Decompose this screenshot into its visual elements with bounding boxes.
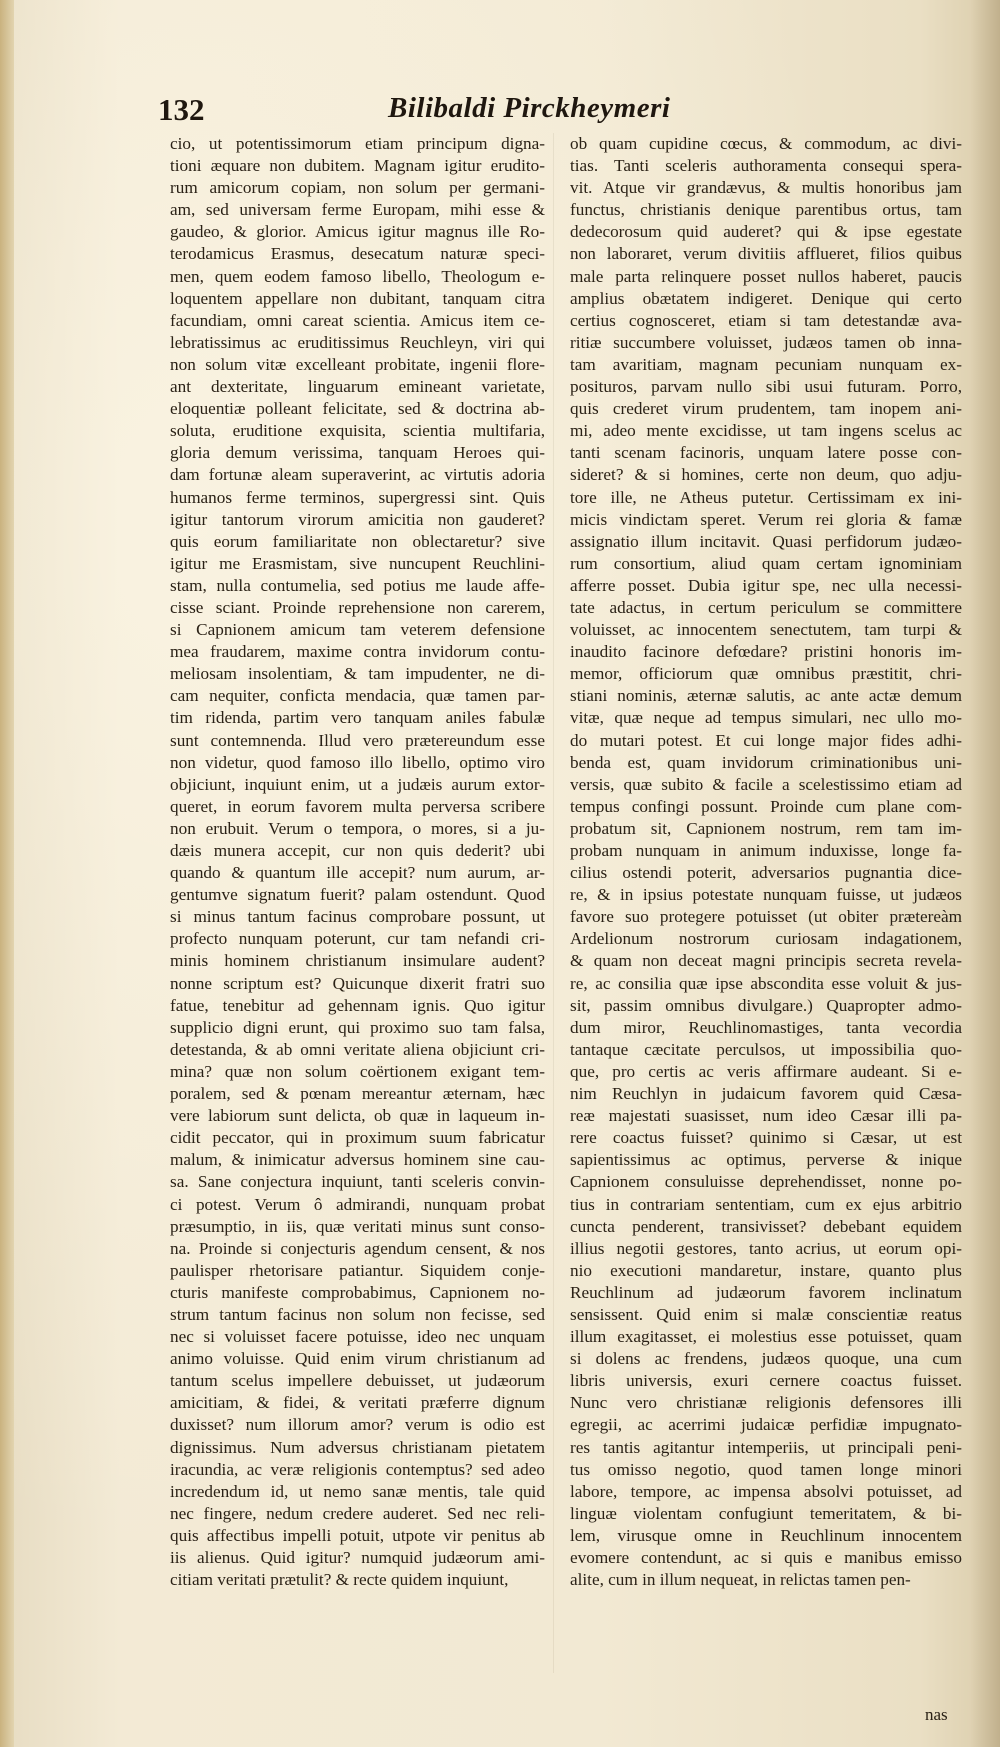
text-line: cuncta penderent, transivisset? debebant equidem xyxy=(570,1216,962,1236)
page-number: 132 xyxy=(158,92,205,127)
text-line: non videtur, quod famoso illo libello, optimo viro xyxy=(170,752,545,772)
text-line: libris universis, exuri cernere coactus fuisset. xyxy=(570,1371,962,1391)
text-line: tempus confingi possunt. Proinde cum plane com- xyxy=(570,796,962,816)
page-edge xyxy=(0,0,14,1747)
text-line: igitur me Erasmistam, sive nuncupent Reuchlini- xyxy=(170,553,545,573)
text-line: minis hominem christianum insimulare audent? xyxy=(170,951,545,971)
text-line: tam avaritiam, magnam pecuniam nunquam ex- xyxy=(570,354,962,374)
text-line: tias. Tanti sceleris authoramenta consequi spera- xyxy=(570,156,962,176)
text-line: cturis manifeste comprobabimus, Capnionem no- xyxy=(170,1282,545,1302)
text-line: que, pro certis ac veris affirmare audeant. Si e- xyxy=(570,1061,962,1081)
text-line: Nunc vero christianæ religionis defensores illi xyxy=(570,1393,962,1413)
text-line: nim Reuchlyn in judaicum favorem quid Cæsa- xyxy=(570,1084,962,1104)
text-line: res tantis agitantur intemperiis, ut principali peni- xyxy=(570,1437,962,1457)
text-line: mina? quæ non solum coërtionem exigant tem- xyxy=(170,1061,545,1081)
text-line: dum miror, Reuchlinomastiges, tanta vecordia xyxy=(570,1017,962,1037)
text-line: præsumptio, in iis, quæ veritati minus sunt conso- xyxy=(170,1216,545,1236)
text-line: am, sed universam ferme Europam, mihi esse & xyxy=(170,200,545,220)
text-line: quis affectibus impelli potuit, utpote vir penitus ab xyxy=(170,1525,545,1545)
text-line: loquentem appellare non dubitant, tanquam citra xyxy=(170,288,545,308)
text-line: cidit peccator, qui in proximum suum fabricatur xyxy=(170,1128,545,1148)
text-line: rere coactus fuisset? quinimo si Cæsar, ut est xyxy=(570,1128,962,1148)
text-line: ci potest. Verum ô admirandi, nunquam probat xyxy=(170,1194,545,1214)
text-line: versis, quæ subito & facile a scelestissimo etiam ad xyxy=(570,774,962,794)
text-line: tanti scenam facinoris, unquam latere posse con- xyxy=(570,443,962,463)
text-line: tore ille, ne Atheus putetur. Certissimam ex ini- xyxy=(570,487,962,507)
text-line: & quam non deceat magni principis secreta revela- xyxy=(570,951,962,971)
text-line: men, quem eodem famoso libello, Theologum e- xyxy=(170,266,545,286)
text-line: amplius obætatem indigeret. Denique qui certo xyxy=(570,288,962,308)
text-line: vitæ, quæ neque ad tempus simulari, nec ullo mo- xyxy=(570,708,962,728)
text-line: si minus tantum facinus comprobare possunt, ut xyxy=(170,907,545,927)
text-line: ant dexteritate, linguarum emineant varietate, xyxy=(170,377,545,397)
text-line: illum exagitasset, ei molestius esse potuisset, quam xyxy=(570,1327,962,1347)
right-text-column xyxy=(570,133,962,1591)
text-line: non solum vitæ excelleant probitate, ingenii flore- xyxy=(170,354,545,374)
text-line: gaudeo, & glorior. Amicus igitur magnus ille Ro- xyxy=(170,222,545,242)
text-line: profecto nunquam poterunt, cur tam nefandi cri- xyxy=(170,929,545,949)
text-line: probam nunquam in animum induxisse, longe fa- xyxy=(570,841,962,860)
text-line: tate adactus, in certum periculum se committere xyxy=(570,597,962,617)
text-line: Ardelionum nostrorum curiosam indagationem, xyxy=(570,929,962,949)
text-line: objiciunt, inquiunt enim, ut a judæis aurum extor- xyxy=(170,774,545,794)
text-line: tius in contrariam sententiam, cum ex ejus arbitrio xyxy=(570,1194,962,1214)
text-line: stiani nominis, æternæ salutis, ac ante actæ demum xyxy=(570,686,962,706)
text-line: sunt contemnenda. Illud vero prætereundum esse xyxy=(170,730,545,750)
text-line: voluisset, ac innocentem senectutem, tam turpi & xyxy=(570,620,962,640)
text-line: amicitiam, & fidei, & veritati præferre dignum xyxy=(170,1393,545,1413)
text-line: meliosam insolentiam, & tam impudenter, ne di- xyxy=(170,664,545,684)
text-line: incredendum id, ut nemo sanæ mentis, tale quid xyxy=(170,1481,545,1501)
text-line: male parta relinquere posset nullos haberet, paucis xyxy=(570,266,962,286)
text-line: mea fraudarem, maxime contra invidorum contu- xyxy=(170,642,545,662)
text-line: Reuchlinum ad judæorum favorem inclinatum xyxy=(570,1282,962,1302)
text-line: quis crederet virum prudentem, tam inopem ani- xyxy=(570,399,962,419)
text-line: poralem, sed & pœnam mereantur æternam, hæc xyxy=(170,1084,545,1104)
text-line: eloquentiæ polleant felicitate, sed & doctrina ab- xyxy=(170,399,545,419)
text-line: favore suo protegere potuisset (ut obiter prætereàm xyxy=(570,907,962,927)
text-line: dam fortunæ aleam superaverint, ac virtutis adoria xyxy=(170,465,545,485)
text-line: sit, passim omnibus divulgare.) Quapropter admo- xyxy=(570,995,962,1015)
text-line: probatum sit, Capnionem nostrum, rem tam im- xyxy=(570,818,962,838)
text-line: strum tantum facinus non solum non fecisse, sed xyxy=(170,1304,545,1324)
text-line: lem, virusque omne in Reuchlinum innocentem xyxy=(570,1525,962,1545)
text-line: nio executioni mandaretur, instare, quanto plus xyxy=(570,1260,962,1280)
text-line: egregii, ac acerrimi judaicæ perfidiæ impugnato- xyxy=(570,1415,962,1435)
text-line: non erubuit. Verum o tempora, o mores, si a ju- xyxy=(170,818,545,838)
text-line: mi, adeo mente excidisse, ut tam ingens scelus ac xyxy=(570,421,962,441)
text-line: illius negotii gestores, tanto acrius, ut eorum opi- xyxy=(570,1238,962,1258)
text-line: na. Proinde si conjecturis agendum censent, & nos xyxy=(170,1238,545,1258)
text-line: terodamicus Erasmus, desecatum naturæ speci- xyxy=(170,244,545,264)
text-line: supplicio digni erunt, qui proximo suo tam falsa, xyxy=(170,1017,545,1037)
text-line: detestanda, & ab omni veritate aliena objiciunt cri- xyxy=(170,1039,545,1059)
text-line: linguæ violentam confugiunt temeritatem, & bi- xyxy=(570,1503,962,1523)
text-line: micis vindictam speret. Verum rei gloria & famæ xyxy=(570,509,962,529)
text-line: citiam veritati prætulit? & recte quidem inquiunt, xyxy=(170,1570,509,1590)
text-line: ritiæ succumbere voluisset, judæos tamen ob inna- xyxy=(570,332,962,352)
text-line: vit. Atque vir grandævus, & multis honoribus jam xyxy=(570,178,962,198)
text-line: tioni æquare non dubitem. Magnam igitur erudito- xyxy=(170,156,545,176)
text-line: paulisper rhetorisare patiantur. Siquidem conje- xyxy=(170,1260,545,1280)
text-line: sensissent. Quid enim si malæ conscientiæ reatus xyxy=(570,1304,962,1324)
text-line: stam, nulla contumelia, sed potius me laude affe- xyxy=(170,575,545,595)
text-line: functus, christianis denique parentibus ortus, tam xyxy=(570,200,962,220)
text-line: dedecorosum quid auderet? qui & ipse egestate xyxy=(570,222,962,242)
text-line: dignissimus. Num adversus christianam pietatem xyxy=(170,1437,545,1457)
text-line: assignatio illum incitavit. Quasi perfidorum judæo- xyxy=(570,531,962,551)
text-line: nec fingere, nedum credere auderet. Sed nec reli- xyxy=(170,1503,545,1523)
text-line: sideret? & si homines, certe non deum, quo adju- xyxy=(570,465,962,485)
text-line: cilius ostendi poterit, adversarios pugnantia dice- xyxy=(570,863,962,883)
text-line: vere labiorum sunt delicta, ob quæ in laqueum in- xyxy=(170,1106,545,1126)
text-line: re, ac consilia quæ ipse abscondita esse voluit & jus- xyxy=(570,973,962,993)
text-line: do mutari potest. Et cui longe major fides adhi- xyxy=(570,730,962,750)
text-line: queret, in eorum favorem multa perversa scribere xyxy=(170,796,545,816)
text-line: afferre posset. Dubia igitur spe, nec ulla necessi- xyxy=(570,575,962,595)
text-line: facundiam, omni careat scientia. Amicus item ce- xyxy=(170,310,545,330)
column-gutter xyxy=(553,133,554,1673)
text-line: lebratissimus ac eruditissimus Reuchleyn, viri qui xyxy=(170,332,545,352)
text-line: memor, officiorum quæ omnibus præstitit, chri- xyxy=(570,664,962,684)
text-line: humanos ferme terminos, supergressi sint. Quis xyxy=(170,487,545,507)
running-head: Bilibaldi Pirckheymeri xyxy=(388,92,671,124)
text-line: labore, tempore, ac impensa absolvi potuisset, ad xyxy=(570,1481,962,1501)
text-line: tantum scelus impellere debuisset, ut judæorum xyxy=(170,1371,545,1391)
text-line: tus omisso negotio, quod tamen longe minori xyxy=(570,1459,962,1479)
text-line: si dolens ac frendens, judæos quoque, una cum xyxy=(570,1349,962,1369)
catchword: nas xyxy=(925,1705,948,1724)
left-text-column xyxy=(170,133,545,1591)
binding-shadow xyxy=(970,0,1000,1747)
text-line: nonne scriptum est? Quicunque dixerit fratri suo xyxy=(170,973,545,993)
text-line: alite, cum in illum nequeat, in relictas tamen pen- xyxy=(570,1570,911,1590)
text-line: cisse sciant. Proinde reprehensione non carerem, xyxy=(170,597,545,617)
page-header xyxy=(158,92,958,132)
text-line: cio, ut potentissimorum etiam principum digna- xyxy=(170,134,545,153)
text-line: gloria demum verissima, tanquam Heroes qui- xyxy=(170,443,545,463)
text-line: sapientissimus ac optimus, perverse & inique xyxy=(570,1150,962,1170)
text-line: dæis munera accepit, cur non quis dederit? ubi xyxy=(170,841,545,860)
text-line: iis alienus. Quid igitur? numquid judæorum ami- xyxy=(170,1548,545,1567)
text-line: malum, & inimicatur adversus hominem sine cau- xyxy=(170,1150,545,1170)
text-line: rum amicorum copiam, non solum per germani- xyxy=(170,178,545,198)
text-line: sa. Sane conjectura inquiunt, tanti sceleris convin- xyxy=(170,1172,545,1192)
text-line: nec si voluisset facere potuisse, ideo nec unquam xyxy=(170,1327,545,1347)
text-line: igitur tantorum virorum amicitia non gauderet? xyxy=(170,509,545,529)
text-line: posituros, parvam nullo sibi usui futuram. Porro, xyxy=(570,377,962,397)
text-line: soluta, eruditione exquisita, scientia multifaria, xyxy=(170,421,545,441)
text-line: animo voluisse. Quid enim virum christianum ad xyxy=(170,1349,545,1369)
text-line: inaudito facinore defœdare? pristini honoris im- xyxy=(570,642,962,662)
text-line: ob quam cupidine cœcus, & commodum, ac divi- xyxy=(570,134,962,153)
text-line: rum consortium, aliud quam certam ignominiam xyxy=(570,553,962,573)
text-line: quando & quantum ille accepit? num aurum, ar- xyxy=(170,863,545,883)
text-line: iracundia, ac veræ religionis contemptus? sed adeo xyxy=(170,1459,545,1479)
text-line: Capnionem consuluisse deprehendisset, nonne po- xyxy=(570,1172,962,1192)
text-line: tim ridenda, partim vero tanquam aniles fabulæ xyxy=(170,708,545,728)
text-line: benda est, quam invidorum criminationibus uni- xyxy=(570,752,962,772)
text-line: reæ majestati suasisset, num ideo Cæsar illi pa- xyxy=(570,1106,962,1126)
text-line: cam nequiter, conficta mendacia, quæ tamen par- xyxy=(170,686,545,706)
text-line: duxisset? num illorum amor? verum is odio est xyxy=(170,1415,545,1435)
text-line: fatue, tenebitur ad gehennam ignis. Quo igitur xyxy=(170,995,545,1015)
text-line: gentumve signatum fuerit? palam ostendunt. Quod xyxy=(170,885,545,905)
text-line: certius cognosceret, etiam si tam detestandæ ava- xyxy=(570,310,962,330)
text-line: tantaque cæcitate perculsos, ut impossibilia quo- xyxy=(570,1039,962,1059)
text-line: re, & in ipsius potestate nunquam fuisse, ut judæos xyxy=(570,885,962,905)
text-line: evomere contendunt, ac si quis e manibus emisso xyxy=(570,1548,962,1567)
text-line: quis eorum familiaritate non oblectaretur? sive xyxy=(170,531,545,551)
text-line: non laboraret, verum divitiis afflueret, filios quibus xyxy=(570,244,962,264)
text-line: si Capnionem amicum tam veterem defensione xyxy=(170,620,545,640)
